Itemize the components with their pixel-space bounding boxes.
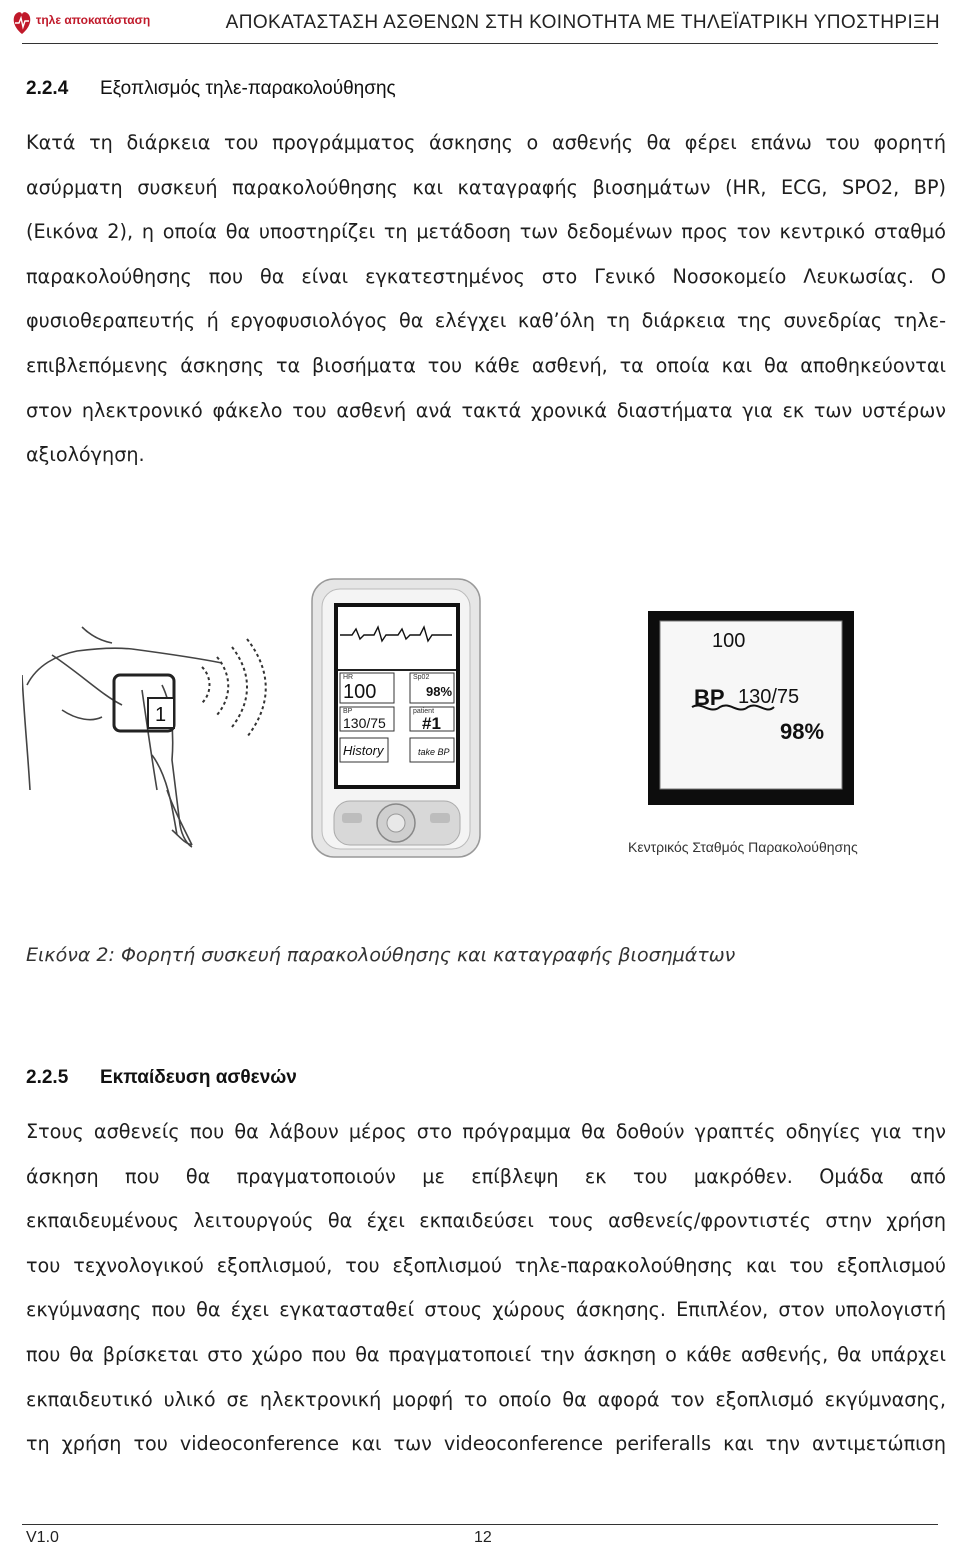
logo	[10, 4, 151, 38]
paragraph-line: που θα βρίσκεται στο χώρο που θα πραγματοποιεί την άσκηση ο κάθε ασθενής, θα υπάρχει	[26, 1342, 946, 1366]
header-title: ΑΠΟΚΑΤΑΣΤΑΣΗ ΑΣΘΕΝΩΝ ΣΤΗ ΚΟΙΝΟΤΗΤΑ ΜΕ ΤΗΛΕΪΑΤΡΙΚΗ ΥΠΟΣΤΗΡΙΞΗ	[225, 12, 940, 33]
device-patient-label: patient	[413, 708, 435, 715]
device-nav-buttons-icon	[334, 801, 460, 845]
paragraph-line: επιβλεπόμενης άσκησης τα βιοσήματα του κάθε ασθενή, τα οποία και θα αποθηκεύονται	[26, 353, 946, 377]
paragraph-line: Κατά τη διάρκεια του προγράμματος άσκησης ο ασθενής θα φέρει επάνω του φορητή	[26, 131, 946, 154]
section-number: 2.2.4	[26, 78, 69, 99]
logo-text: τηλε αποκατάσταση	[36, 13, 151, 27]
figure-monitoring-equipment	[22, 575, 942, 875]
paragraph-line: του τεχνολογικού εξοπλισμού, του εξοπλισμού τηλε-παρακολούθησης και του εξοπλισμού	[26, 1253, 946, 1277]
station-spo2-value: 98%	[780, 719, 825, 744]
wireless-signal-icon	[202, 639, 266, 737]
paragraph-line: στον ηλεκτρονικό φάκελο του ασθενή ανά τακτά χρονικά διαστήματα για εκ των υστέρων	[26, 398, 946, 422]
device-hr-value: 100	[343, 681, 377, 703]
header-divider	[22, 43, 938, 44]
figure-illustration	[22, 575, 942, 875]
paragraph-line: τη χρήση του videoconference και των videoconference periferalls και την αντιμετώπιση	[26, 1432, 946, 1456]
device-bp-label: BP	[343, 708, 353, 715]
paragraph-line: φυσιοθεραπευτής ή εργοφυσιολόγος θα ελέγχει καθ’όλη τη διάρκεια της συνεδρίας τηλε-	[26, 309, 946, 333]
device-take-bp-button: take BP	[418, 747, 450, 757]
paragraph-224	[26, 121, 946, 478]
section-heading-224	[26, 78, 396, 100]
device-history-button: History	[343, 743, 384, 758]
paragraph-line: (Εικόνα 2), η οποία θα υποστηρίζει τη μετάδοση των δεδομένων προς τον κεντρικό σταθμό	[26, 220, 946, 244]
paragraph-line: εκγύμνασης που θα έχει εγκατασταθεί στους χώρους άσκησης. Επιπλέον, στον υπολογιστή	[26, 1298, 946, 1322]
section-number: 2.2.5	[26, 1067, 69, 1088]
paragraph-line: εκπαιδευτικό υλικό σε ηλεκτρονική μορφή το οποίο θα αφορά τον εξοπλισμό εκγύμνασης,	[26, 1387, 946, 1411]
device-hr-label: HR	[343, 674, 354, 681]
paragraph-line: αξιολόγηση.	[26, 443, 145, 467]
central-station-monitor	[648, 611, 854, 805]
paragraph-225	[26, 1110, 946, 1467]
section-heading-225	[26, 1067, 297, 1089]
device-patient-value: #1	[422, 714, 441, 733]
paragraph-line: Στους ασθενείς που θα λάβουν μέρος στο πρόγραμμα θα δοθούν γραπτές οδηγίες για την	[26, 1120, 946, 1143]
footer-version: V1.0	[26, 1529, 59, 1546]
station-label: Κεντρικός Σταθμός Παρακολούθησης	[628, 839, 858, 855]
device-spo2-label: Sp02	[413, 674, 430, 681]
station-bp-label: BP	[694, 685, 725, 710]
device-spo2-value: 98%	[426, 684, 453, 699]
paragraph-line: ασύρματη συσκευή παρακολούθησης και καταγραφής βιοσημάτων (HR, ECG, SPO2, BP)	[26, 175, 946, 199]
sensor-label: 1	[155, 704, 167, 726]
station-hr-value: 100	[712, 630, 746, 652]
paragraph-line: εκπαιδευμένους λειτουργούς θα έχει εκπαιδεύσει τους ασθενείς/φροντιστές στην χρήση	[26, 1209, 946, 1233]
figure-caption: Εικόνα 2: Φορητή συσκευή παρακολούθησης και καταγραφής βιοσημάτων	[26, 944, 736, 966]
device-bp-value: 130/75	[343, 715, 386, 731]
section-title: Εξοπλισμός τηλε-παρακολούθησης	[100, 78, 396, 99]
page-number: 12	[474, 1529, 492, 1546]
paragraph-line: παρακολούθησης που θα είναι εγκατεστημένος στο Γενικό Νοσοκομείο Λευκωσίας. Ο	[26, 264, 946, 288]
paragraph-line: άσκηση που θα πραγματοποιούν με επίβλεψη εκ του μακρόθεν. Ομάδα από	[26, 1164, 946, 1188]
patient-sketch-icon	[22, 627, 222, 847]
footer-divider	[22, 1524, 938, 1525]
station-bp-value: 130/75	[738, 686, 800, 708]
section-title: Εκπαίδευση ασθενών	[100, 1067, 297, 1088]
